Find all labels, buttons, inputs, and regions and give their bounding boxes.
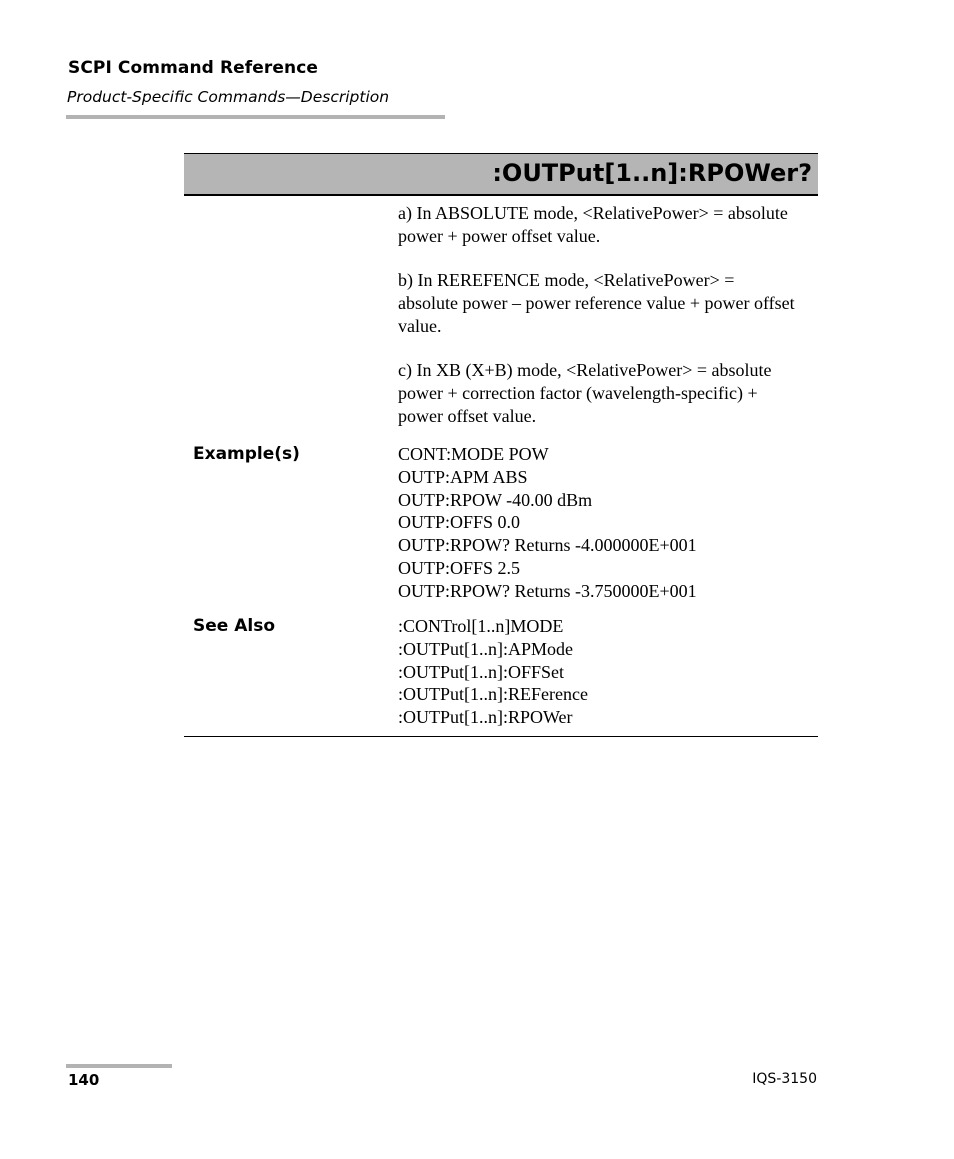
- example-line: OUTP:APM ABS: [398, 466, 528, 487]
- examples-list: [398, 443, 808, 603]
- description-paragraph-c: c) In XB (X+B) mode, <RelativePower> = absolute power + correction factor (wavelength-specific) + power offset value.: [398, 360, 772, 426]
- page-number: 140: [68, 1071, 100, 1089]
- see-also-label: See Also: [193, 616, 276, 636]
- table-bottom-rule: [184, 736, 818, 737]
- example-line: OUTP:RPOW? Returns -3.750000E+001: [398, 580, 697, 601]
- see-also-link[interactable]: :OUTPut[1..n]:OFFSet: [398, 661, 565, 682]
- description-block: [398, 202, 798, 428]
- section-subtitle: Product-Specific Commands—Description: [67, 88, 390, 106]
- see-also-link[interactable]: :OUTPut[1..n]:REFerence: [398, 684, 588, 705]
- see-also-link[interactable]: :OUTPut[1..n]:RPOWer: [398, 707, 573, 728]
- command-title-bar: [184, 153, 818, 196]
- see-also-list: [398, 615, 808, 729]
- product-name: IQS-3150: [752, 1071, 817, 1087]
- example-line: OUTP:OFFS 2.5: [398, 557, 521, 578]
- see-also-link[interactable]: :OUTPut[1..n]:APMode: [398, 638, 573, 659]
- example-line: OUTP:RPOW -40.00 dBm: [398, 489, 593, 510]
- description-paragraph-b: b) In REREFENCE mode, <RelativePower> = absolute power – power reference value + power offset value.: [398, 270, 795, 336]
- footer-divider: [66, 1064, 172, 1068]
- section-title: SCPI Command Reference: [68, 58, 319, 78]
- description-paragraph-a: a) In ABSOLUTE mode, <RelativePower> = absolute power + power offset value.: [398, 203, 788, 246]
- command-title: :OUTPut[1..n]:RPOWer?: [492, 159, 812, 187]
- header-divider: [66, 115, 445, 119]
- examples-label: Example(s): [193, 444, 300, 464]
- example-line: OUTP:RPOW? Returns -4.000000E+001: [398, 535, 697, 556]
- example-line: OUTP:OFFS 0.0: [398, 512, 521, 533]
- example-line: CONT:MODE POW: [398, 444, 549, 464]
- see-also-link[interactable]: :CONTrol[1..n]MODE: [398, 616, 564, 636]
